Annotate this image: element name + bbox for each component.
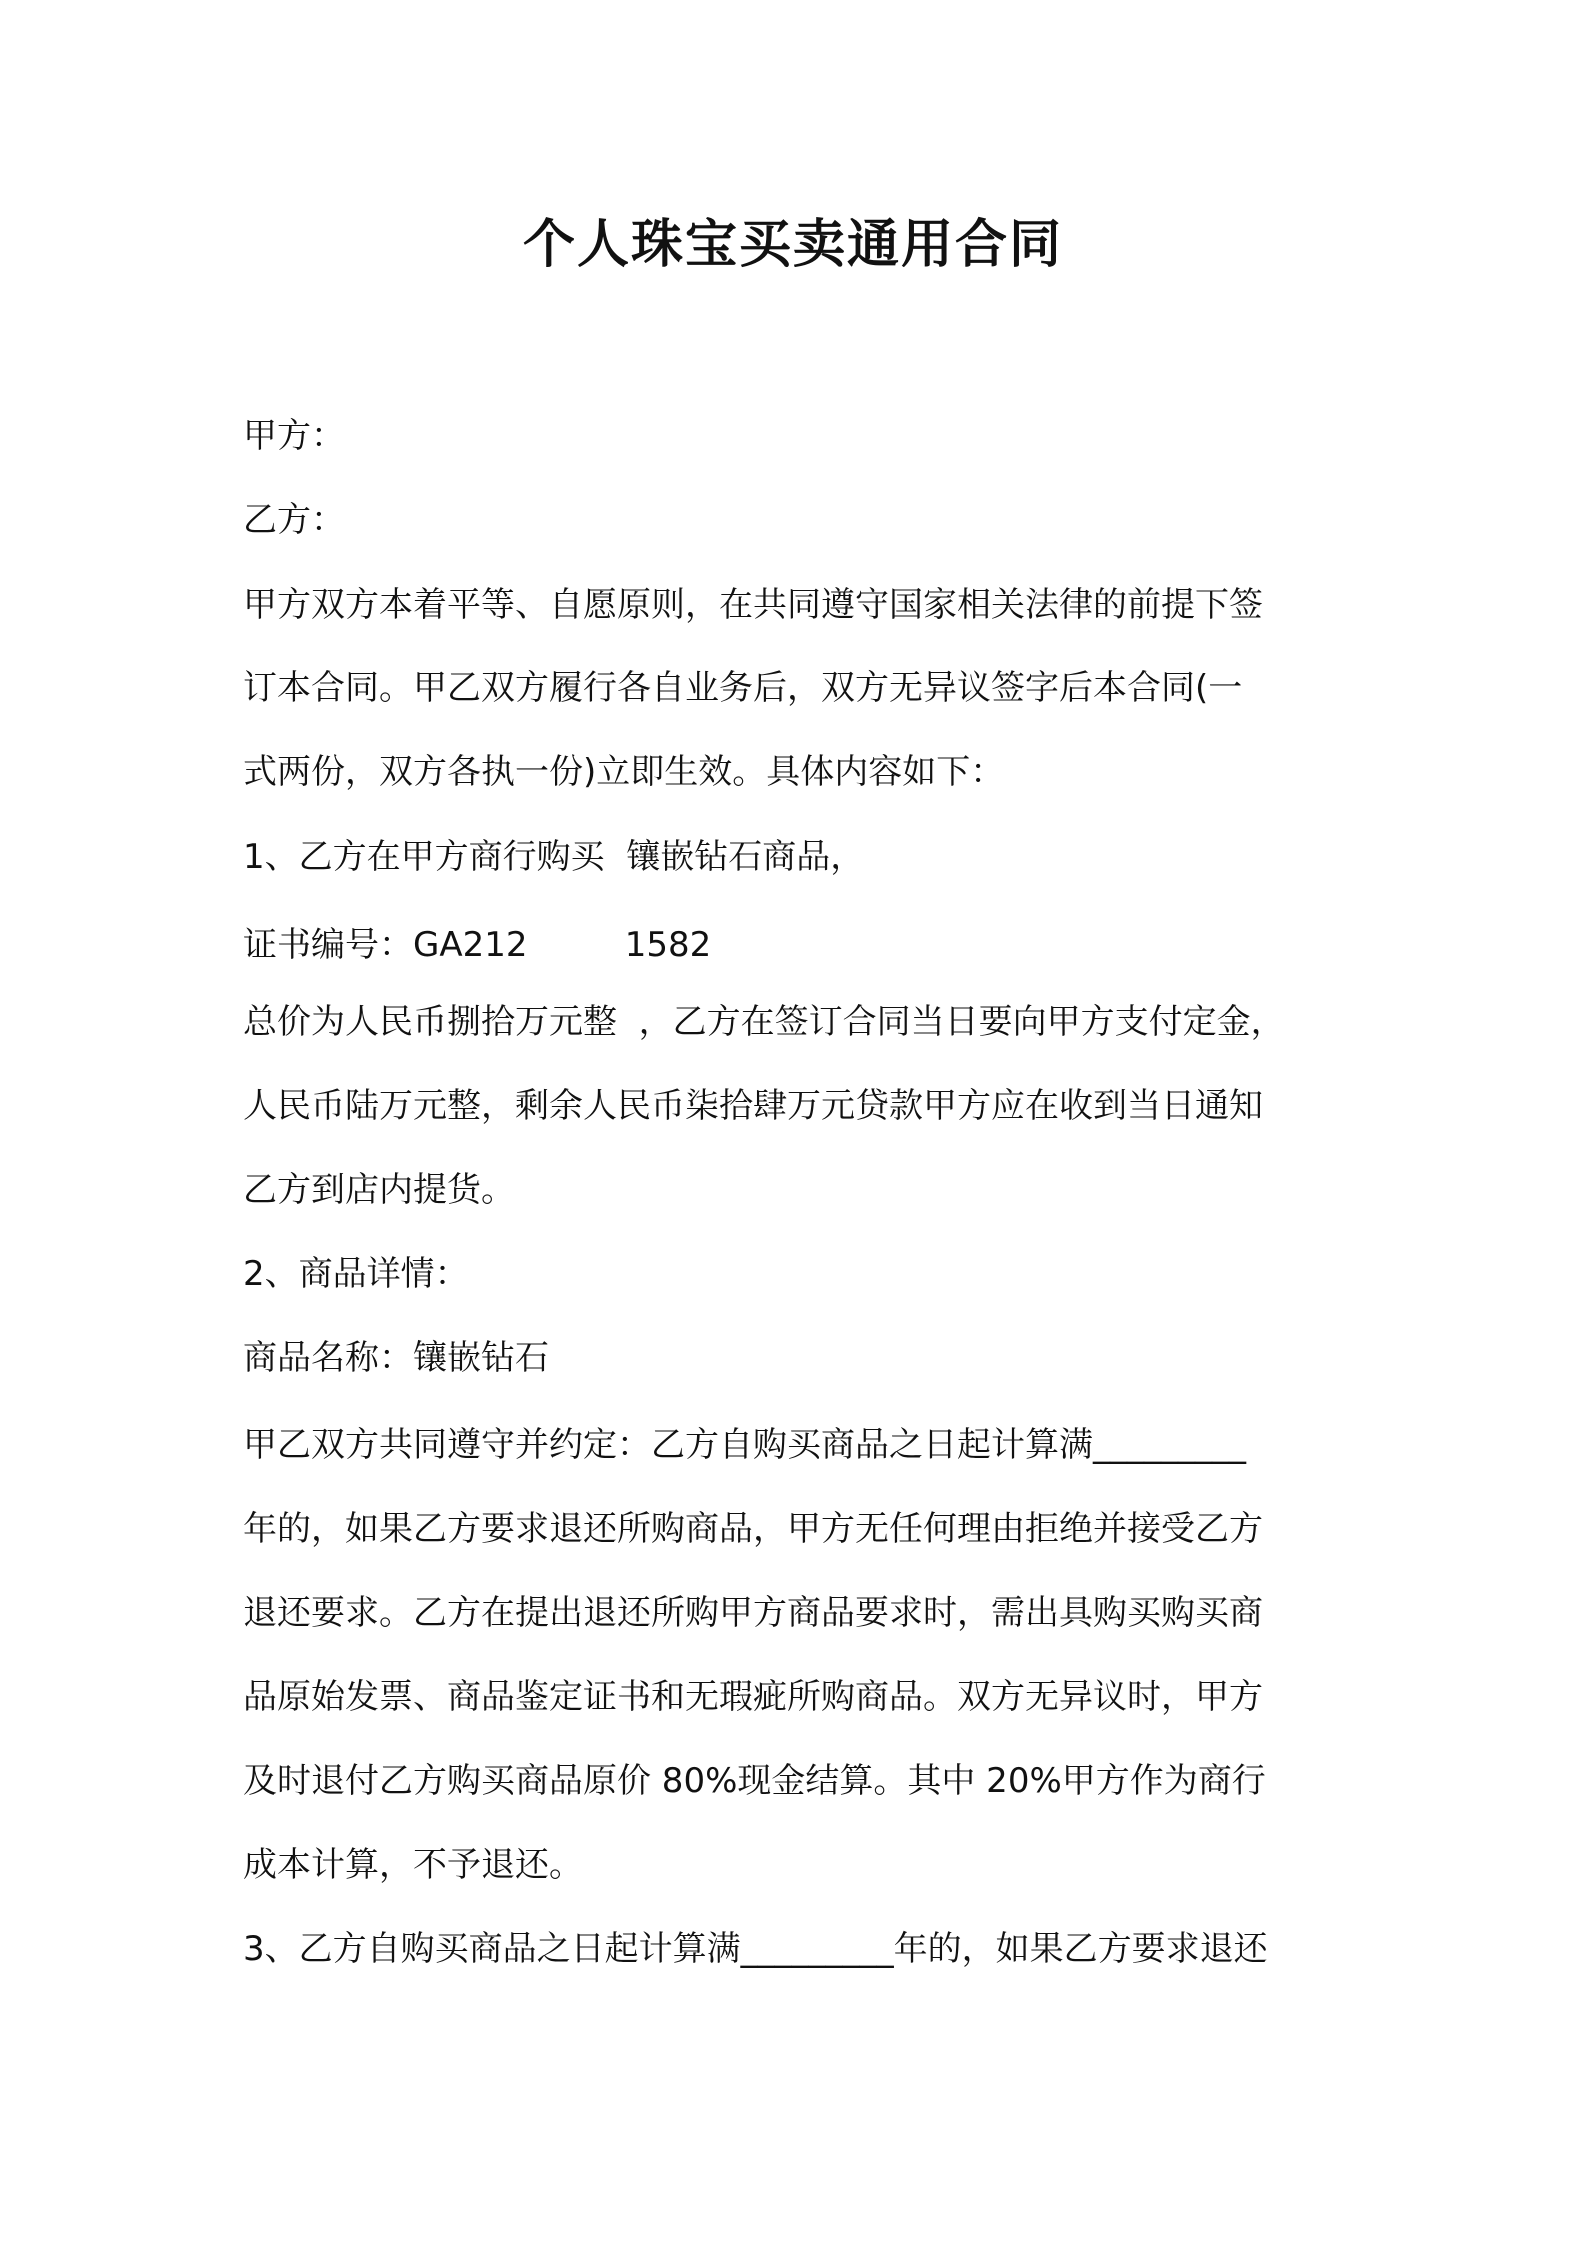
paragraph-line: 甲乙双方共同遵守并约定：乙方自购买商品之日起计算满_________ [243,1425,1246,1465]
paragraph-line: 式两份，双方各执一份)立即生效。具体内容如下： [243,752,1005,792]
paragraph-line: 人民币陆万元整，剩余人民币柒拾肆万元贷款甲方应在收到当日通知 [243,1086,1263,1126]
paragraph-line: 订本合同。甲乙双方履行各自业务后，双方无异议签字后本合同(一 [243,668,1243,708]
clause-3-line: 3、乙方自购买商品之日起计算满_________年的，如果乙方要求退还 [243,1929,1268,1969]
certificate-number-line: 证书编号：GA212 1582 [243,925,712,965]
paragraph-line: 甲方双方本着平等、自愿原则，在共同遵守国家相关法律的前提下签 [243,585,1263,625]
document-title: 个人珠宝买卖通用合同 [522,215,1063,275]
paragraph-line: 总价为人民币捌拾万元整 ，乙方在签订合同当日要向甲方支付定金， [243,1002,1285,1042]
product-name-line: 商品名称：镶嵌钻石 [243,1338,549,1378]
paragraph-line: 及时退付乙方购买商品原价 80%现金结算。其中 20%甲方作为商行 [243,1761,1266,1801]
clause-2-line: 2、商品详情： [243,1254,469,1294]
party-b-line: 乙方： [243,500,345,540]
party-a-line: 甲方： [243,416,345,456]
clause-1-line: 1、乙方在甲方商行购买 镶嵌钻石商品， [243,837,865,877]
paragraph-line: 乙方到店内提货。 [243,1170,515,1210]
paragraph-line: 成本计算，不予退还。 [243,1845,583,1885]
paragraph-line: 品原始发票、商品鉴定证书和无瑕疵所购商品。双方无异议时，甲方 [243,1677,1263,1717]
paragraph-line: 年的，如果乙方要求退还所购商品，甲方无任何理由拒绝并接受乙方 [243,1509,1263,1549]
paragraph-line: 退还要求。乙方在提出退还所购甲方商品要求时，需出具购买购买商 [243,1593,1263,1633]
